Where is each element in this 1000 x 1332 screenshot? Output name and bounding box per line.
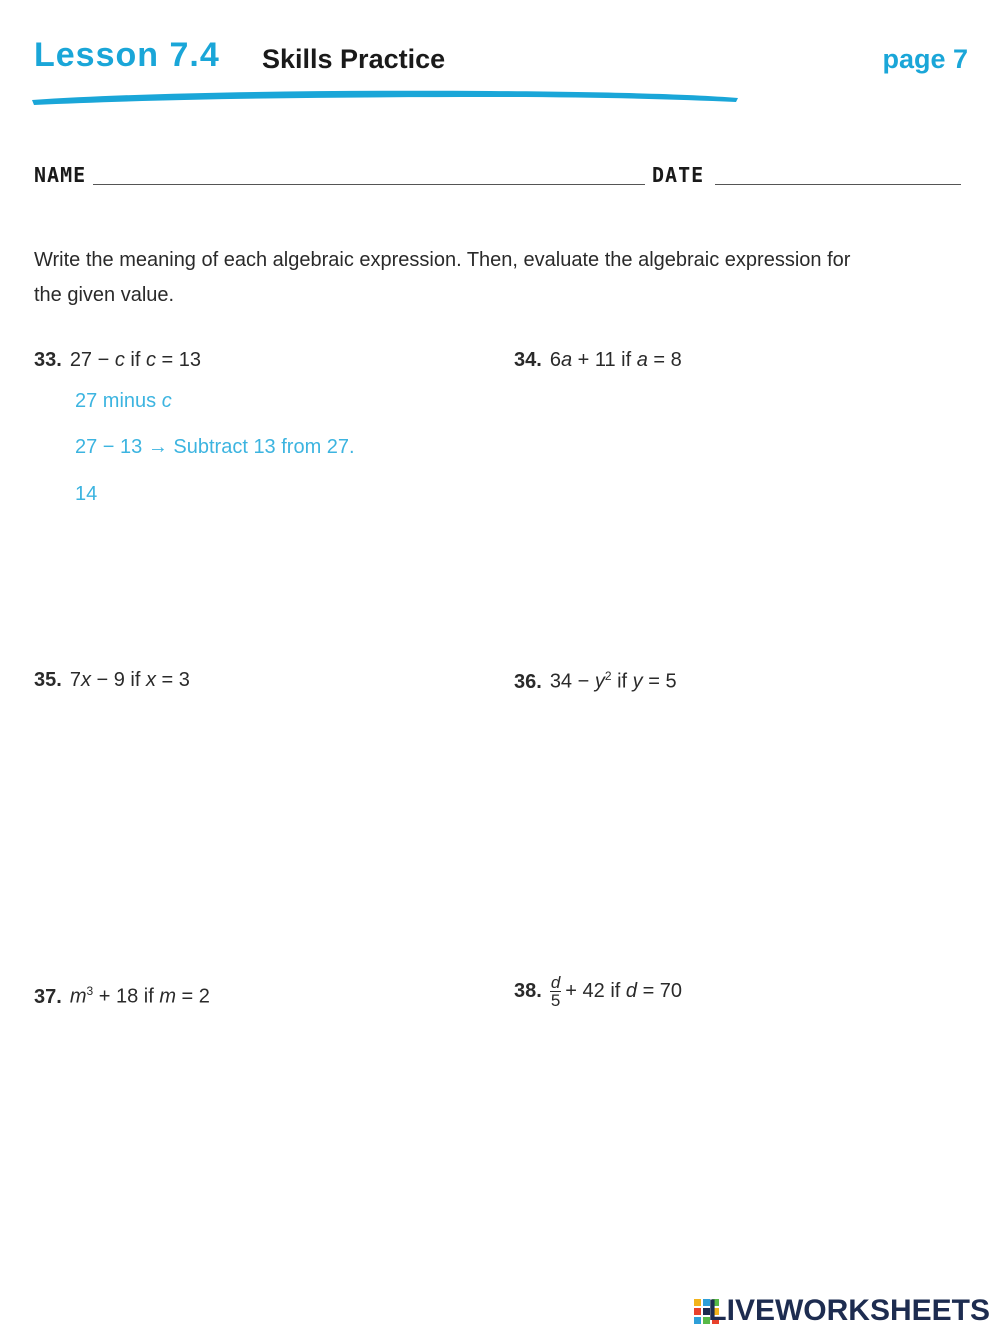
section-subtitle: Skills Practice (262, 44, 446, 74)
fraction: $\frac{d}{5}$ (550, 973, 561, 1010)
problem-36: 36. $34 - y^2$ if y = 5 (514, 669, 677, 693)
problem-number: 33. (34, 349, 62, 371)
problem-34: 34. 6a + 11 if a = 8 (514, 349, 682, 371)
date-label: DATE (652, 163, 705, 187)
problem-37: 37. $m^3 + 18$ if m = 2 (34, 984, 210, 1008)
name-field[interactable] (93, 184, 645, 185)
problem-number: 37. (34, 985, 62, 1008)
problem-number: 38. (514, 979, 542, 1002)
problem-35: 35. 7x − 9 if x = 3 (34, 669, 190, 691)
date-field[interactable] (715, 184, 961, 185)
lesson-title: Lesson 7.4 (34, 36, 220, 74)
answer-33-substitution: 27 − 13 → Subtract 13 from 27. (75, 436, 355, 458)
answer-33-result: 14 (75, 483, 98, 505)
brand-watermark: LIVEWORKSHEETS (708, 1294, 990, 1327)
instructions: Write the meaning of each algebraic expression. Then, evaluate the algebraic expression for the given value. (34, 249, 851, 306)
problem-number: 35. (34, 669, 62, 691)
problem-33: 33. 27 − c if c = 13 (34, 349, 202, 371)
name-label: NAME (34, 163, 87, 187)
problem-number: 36. (514, 670, 542, 693)
page-number: page 7 (882, 44, 968, 74)
problem-38: 38. $\frac{d}{5}$ + 42 if d = 70 (514, 973, 683, 1010)
problem-number: 34. (514, 349, 542, 371)
answer-33-meaning: 27 minus c (75, 390, 172, 412)
header-rule (30, 86, 742, 106)
